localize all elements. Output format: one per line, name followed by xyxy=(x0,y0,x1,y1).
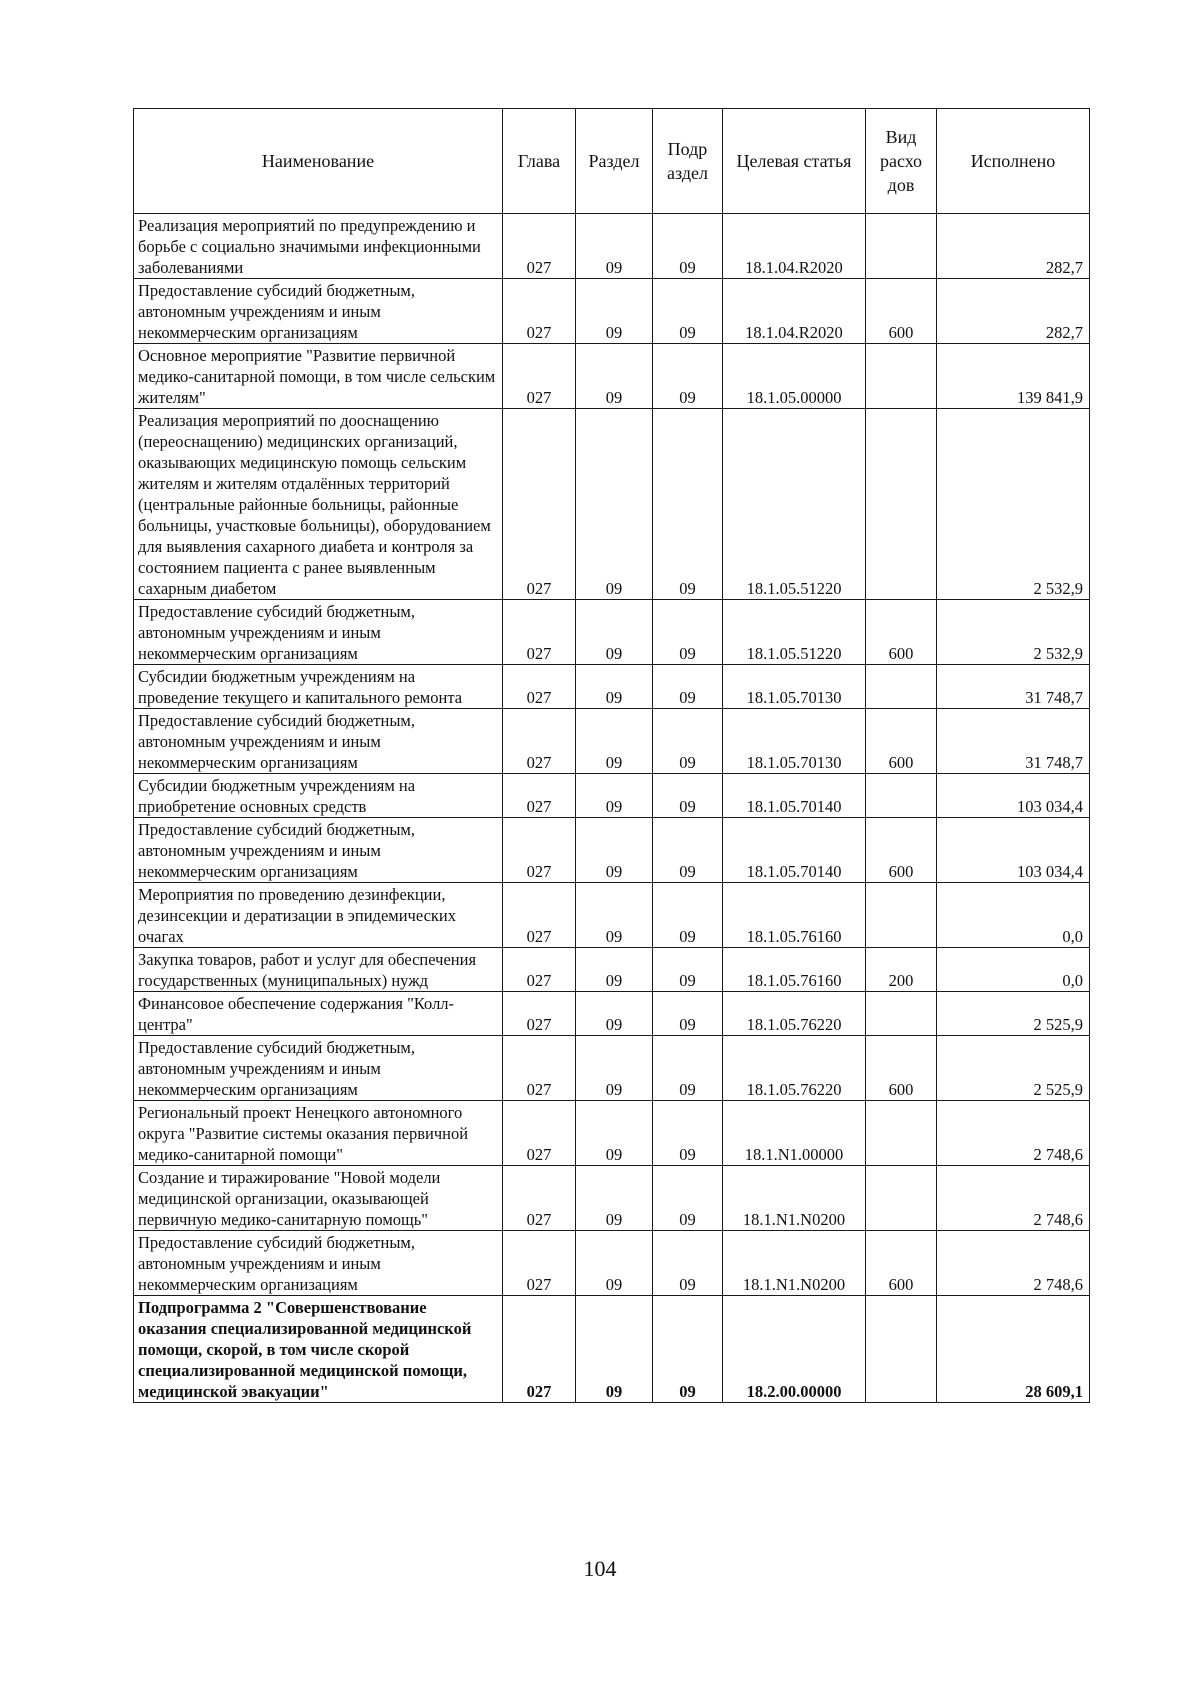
cell-target-article: 18.1.04.R2020 xyxy=(723,279,866,344)
cell-expense-type: 600 xyxy=(866,1231,937,1296)
cell-name: Закупка товаров, работ и услуг для обеспечения государственных (муниципальных) нужд xyxy=(134,948,503,992)
cell-section: 09 xyxy=(576,992,653,1036)
cell-subsection: 09 xyxy=(653,1101,723,1166)
cell-executed: 0,0 xyxy=(937,948,1090,992)
header-section: Раздел xyxy=(576,109,653,214)
cell-section: 09 xyxy=(576,948,653,992)
cell-subsection: 09 xyxy=(653,883,723,948)
cell-executed: 0,0 xyxy=(937,883,1090,948)
cell-subsection: 09 xyxy=(653,409,723,600)
cell-section: 09 xyxy=(576,665,653,709)
cell-section: 09 xyxy=(576,883,653,948)
header-chapter: Глава xyxy=(503,109,576,214)
table-row xyxy=(134,883,1090,948)
header-expense-type: Вид расхо дов xyxy=(866,109,937,214)
cell-target-article: 18.1.05.76220 xyxy=(723,1036,866,1101)
cell-executed: 31 748,7 xyxy=(937,665,1090,709)
cell-name: Предоставление субсидий бюджетным, автономным учреждениям и иным некоммерческим организациям xyxy=(134,1036,503,1101)
cell-target-article: 18.1.N1.N0200 xyxy=(723,1166,866,1231)
cell-subsection: 09 xyxy=(653,665,723,709)
cell-expense-type: 600 xyxy=(866,1036,937,1101)
cell-target-article: 18.1.05.70130 xyxy=(723,709,866,774)
cell-subsection: 09 xyxy=(653,279,723,344)
table-row xyxy=(134,709,1090,774)
cell-section: 09 xyxy=(576,1101,653,1166)
cell-subsection: 09 xyxy=(653,992,723,1036)
table-row xyxy=(134,992,1090,1036)
cell-name: Предоставление субсидий бюджетным, автономным учреждениям и иным некоммерческим организациям xyxy=(134,709,503,774)
header-subsection: Подр аздел xyxy=(653,109,723,214)
cell-executed: 2 532,9 xyxy=(937,409,1090,600)
cell-chapter: 027 xyxy=(503,1036,576,1101)
cell-subsection: 09 xyxy=(653,774,723,818)
cell-subsection: 09 xyxy=(653,214,723,279)
cell-target-article: 18.1.N1.00000 xyxy=(723,1101,866,1166)
cell-executed: 139 841,9 xyxy=(937,344,1090,409)
cell-expense-type: 600 xyxy=(866,709,937,774)
cell-section: 09 xyxy=(576,818,653,883)
cell-chapter: 027 xyxy=(503,600,576,665)
cell-expense-type: 600 xyxy=(866,279,937,344)
table-header-row xyxy=(134,109,1090,214)
cell-name: Мероприятия по проведению дезинфекции, дезинсекции и дератизации в эпидемических очагах xyxy=(134,883,503,948)
table-row xyxy=(134,344,1090,409)
cell-executed: 103 034,4 xyxy=(937,818,1090,883)
cell-name: Предоставление субсидий бюджетным, автономным учреждениям и иным некоммерческим организациям xyxy=(134,279,503,344)
cell-name: Предоставление субсидий бюджетным, автономным учреждениям и иным некоммерческим организациям xyxy=(134,1231,503,1296)
cell-chapter: 027 xyxy=(503,1231,576,1296)
cell-expense-type xyxy=(866,409,937,600)
cell-target-article: 18.1.05.76160 xyxy=(723,883,866,948)
cell-section: 09 xyxy=(576,279,653,344)
cell-name: Предоставление субсидий бюджетным, автономным учреждениям и иным некоммерческим организациям xyxy=(134,600,503,665)
table-row xyxy=(134,948,1090,992)
cell-subsection: 09 xyxy=(653,1166,723,1231)
budget-execution-table xyxy=(133,108,1090,1403)
cell-target-article: 18.1.05.70140 xyxy=(723,818,866,883)
cell-section: 09 xyxy=(576,1166,653,1231)
cell-chapter: 027 xyxy=(503,214,576,279)
cell-expense-type xyxy=(866,992,937,1036)
cell-target-article: 18.1.04.R2020 xyxy=(723,214,866,279)
cell-name: Основное мероприятие "Развитие первичной медико-санитарной помощи, в том числе сельским жителям" xyxy=(134,344,503,409)
header-target-article: Целевая статья xyxy=(723,109,866,214)
cell-chapter: 027 xyxy=(503,409,576,600)
table-row xyxy=(134,214,1090,279)
table-row xyxy=(134,279,1090,344)
cell-section: 09 xyxy=(576,214,653,279)
table-row xyxy=(134,1166,1090,1231)
cell-expense-type xyxy=(866,883,937,948)
cell-target-article: 18.1.05.51220 xyxy=(723,409,866,600)
cell-section: 09 xyxy=(576,774,653,818)
cell-target-article: 18.1.05.70140 xyxy=(723,774,866,818)
cell-executed: 2 748,6 xyxy=(937,1231,1090,1296)
cell-subsection: 09 xyxy=(653,1296,723,1403)
cell-target-article: 18.1.05.00000 xyxy=(723,344,866,409)
cell-target-article: 18.1.05.76160 xyxy=(723,948,866,992)
table-row xyxy=(134,665,1090,709)
cell-chapter: 027 xyxy=(503,279,576,344)
cell-expense-type xyxy=(866,774,937,818)
cell-target-article: 18.1.05.51220 xyxy=(723,600,866,665)
cell-name: Реализация мероприятий по предупреждению и борьбе с социально значимыми инфекционными заболеваниями xyxy=(134,214,503,279)
table-row xyxy=(134,1101,1090,1166)
cell-expense-type xyxy=(866,214,937,279)
cell-section: 09 xyxy=(576,600,653,665)
cell-target-article: 18.1.05.76220 xyxy=(723,992,866,1036)
cell-section: 09 xyxy=(576,409,653,600)
cell-subsection: 09 xyxy=(653,344,723,409)
cell-target-article: 18.2.00.00000 xyxy=(723,1296,866,1403)
cell-subsection: 09 xyxy=(653,948,723,992)
cell-name: Финансовое обеспечение содержания "Колл-центра" xyxy=(134,992,503,1036)
cell-target-article: 18.1.05.70130 xyxy=(723,665,866,709)
cell-section: 09 xyxy=(576,1231,653,1296)
cell-expense-type xyxy=(866,1166,937,1231)
table-body xyxy=(134,214,1090,1403)
cell-name: Субсидии бюджетным учреждениям на проведение текущего и капитального ремонта xyxy=(134,665,503,709)
cell-chapter: 027 xyxy=(503,883,576,948)
table-row xyxy=(134,600,1090,665)
cell-expense-type: 600 xyxy=(866,818,937,883)
cell-executed: 2 748,6 xyxy=(937,1166,1090,1231)
cell-expense-type: 200 xyxy=(866,948,937,992)
cell-chapter: 027 xyxy=(503,948,576,992)
cell-subsection: 09 xyxy=(653,818,723,883)
cell-chapter: 027 xyxy=(503,1101,576,1166)
cell-section: 09 xyxy=(576,1036,653,1101)
cell-section: 09 xyxy=(576,344,653,409)
header-executed: Исполнено xyxy=(937,109,1090,214)
header-name: Наименование xyxy=(134,109,503,214)
cell-expense-type xyxy=(866,1101,937,1166)
cell-chapter: 027 xyxy=(503,1296,576,1403)
cell-chapter: 027 xyxy=(503,1166,576,1231)
cell-executed: 2 748,6 xyxy=(937,1101,1090,1166)
cell-chapter: 027 xyxy=(503,709,576,774)
cell-name: Субсидии бюджетным учреждениям на приобретение основных средств xyxy=(134,774,503,818)
cell-chapter: 027 xyxy=(503,992,576,1036)
cell-executed: 28 609,1 xyxy=(937,1296,1090,1403)
table-row xyxy=(134,818,1090,883)
cell-executed: 2 525,9 xyxy=(937,1036,1090,1101)
cell-subsection: 09 xyxy=(653,1036,723,1101)
cell-target-article: 18.1.N1.N0200 xyxy=(723,1231,866,1296)
cell-subsection: 09 xyxy=(653,600,723,665)
cell-executed: 282,7 xyxy=(937,279,1090,344)
table-row xyxy=(134,1231,1090,1296)
cell-name: Создание и тиражирование "Новой модели медицинской организации, оказывающей первичную медико-санитарную помощь" xyxy=(134,1166,503,1231)
cell-expense-type xyxy=(866,665,937,709)
cell-executed: 103 034,4 xyxy=(937,774,1090,818)
page-number: 104 xyxy=(583,1556,617,1581)
cell-section: 09 xyxy=(576,1296,653,1403)
cell-chapter: 027 xyxy=(503,344,576,409)
cell-expense-type xyxy=(866,1296,937,1403)
cell-executed: 282,7 xyxy=(937,214,1090,279)
cell-chapter: 027 xyxy=(503,818,576,883)
cell-chapter: 027 xyxy=(503,665,576,709)
table-row xyxy=(134,1296,1090,1403)
cell-name: Предоставление субсидий бюджетным, автономным учреждениям и иным некоммерческим организациям xyxy=(134,818,503,883)
cell-section: 09 xyxy=(576,709,653,774)
cell-subsection: 09 xyxy=(653,1231,723,1296)
table-row xyxy=(134,774,1090,818)
cell-expense-type xyxy=(866,344,937,409)
table-row xyxy=(134,1036,1090,1101)
cell-chapter: 027 xyxy=(503,774,576,818)
table-row xyxy=(134,409,1090,600)
cell-executed: 2 525,9 xyxy=(937,992,1090,1036)
cell-executed: 2 532,9 xyxy=(937,600,1090,665)
cell-expense-type: 600 xyxy=(866,600,937,665)
cell-name: Подпрограмма 2 "Совершенствование оказания специализированной медицинской помощи, скорой, в том числе скорой специализированной медицинской помощи, медицинской эвакуации" xyxy=(134,1296,503,1403)
cell-subsection: 09 xyxy=(653,709,723,774)
cell-name: Реализация мероприятий по дооснащению (переоснащению) медицинских организаций, оказывающих медицинскую помощь сельским жителям и жителям отдалённых территорий (центральные районные больницы, районные больницы, участковые больницы), оборудованием для выявления сахарного диабета и контроля за состоянием пациента с ранее выявленным сахарным диабетом xyxy=(134,409,503,600)
cell-name: Региональный проект Ненецкого автономного округа "Развитие системы оказания первичной медико-санитарной помощи" xyxy=(134,1101,503,1166)
cell-executed: 31 748,7 xyxy=(937,709,1090,774)
